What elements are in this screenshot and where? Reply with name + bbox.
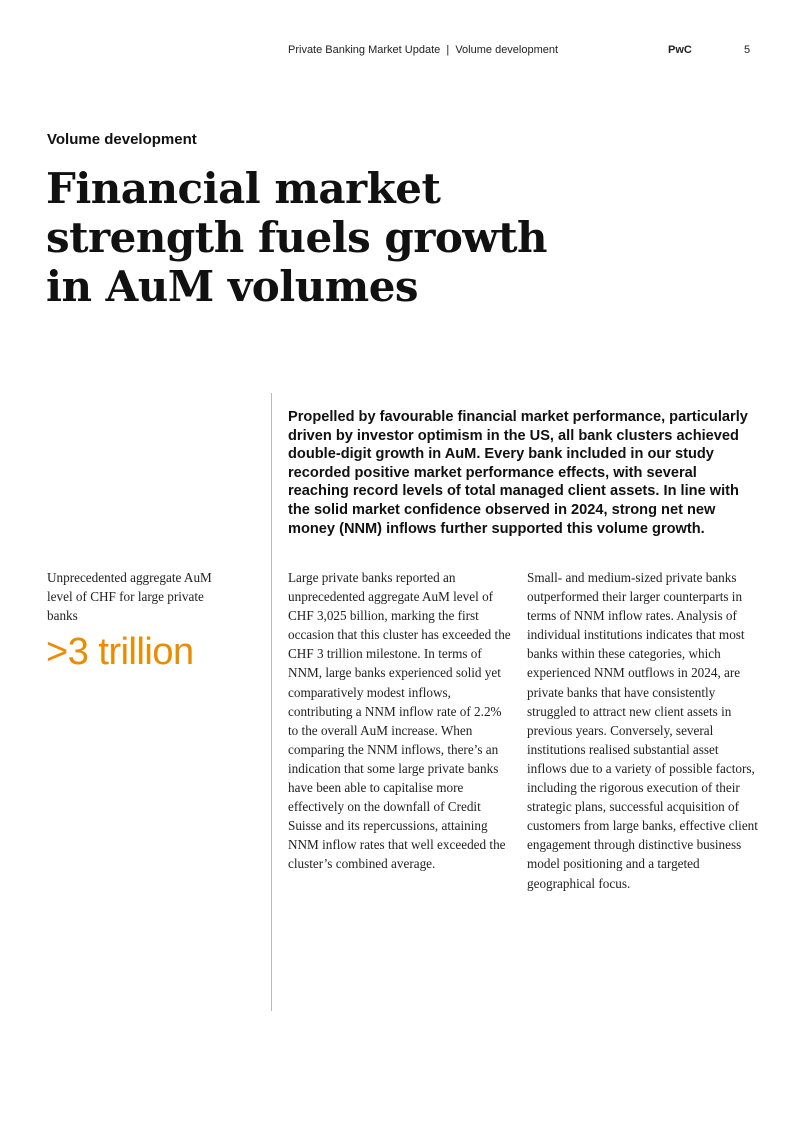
page-number: 5 [744,44,751,56]
page-header [0,44,800,60]
lead-paragraph: Propelled by favourable financial market performance, particularly driven by investor optimism in the US, all bank clusters achieved double-digit growth in AuM. Every bank included in our study recorded positive market performance effects, with several reaching record levels of total managed client assets. In line with the solid market confidence observed in 2024, strong net new money (NNM) inflows further supported this volume growth. [288,409,748,537]
running-title: Private Banking Market Update | Volume development [288,44,559,56]
brand-logo-text: PwC [668,44,692,56]
column-divider [271,393,272,1011]
body-column-1: Large private banks reported an unprecedented aggregate AuM level of CHF 3,025 billion, marking the first occasion that this cluster has exceeded the CHF 3 trillion milestone. In terms of NNM, large banks experienced solid yet comparatively modest inflows, contributing a NNM inflow rate of 2.2% to the overall AuM increase. When comparing the NNM inflows, there’s an indication that some large private banks have been able to capitalise more effectively on the downfall of Credit Suisse and its repercussions, attaining NNM inflow rates that well exceeded the cluster’s combined average. [288,570,511,872]
callout-label: Unprecedented aggregate AuM level of CHF for large private banks [47,570,212,623]
page-title: Financial market strength fuels growth in AuM volumes [46,164,548,311]
body-column-2: Small- and medium-sized private banks outperformed their larger counterparts in terms of NNM inflow rates. Analysis of individual institutions indicates that most banks within these categories, which experienced NNM outflows in 2024, are private banks that have consistently struggled to attract new client assets in previous years. Conversely, several institutions realised substantial asset inflows due to a variety of possible factors, including the rigorous execution of their strategic plans, successful acquisition of customers from large banks, effective client engagement through distinctive business model positioning and a targeted geographical focus. [527,570,758,891]
section-label: Volume development [47,131,197,148]
callout-figure: >3 trillion [46,631,194,673]
